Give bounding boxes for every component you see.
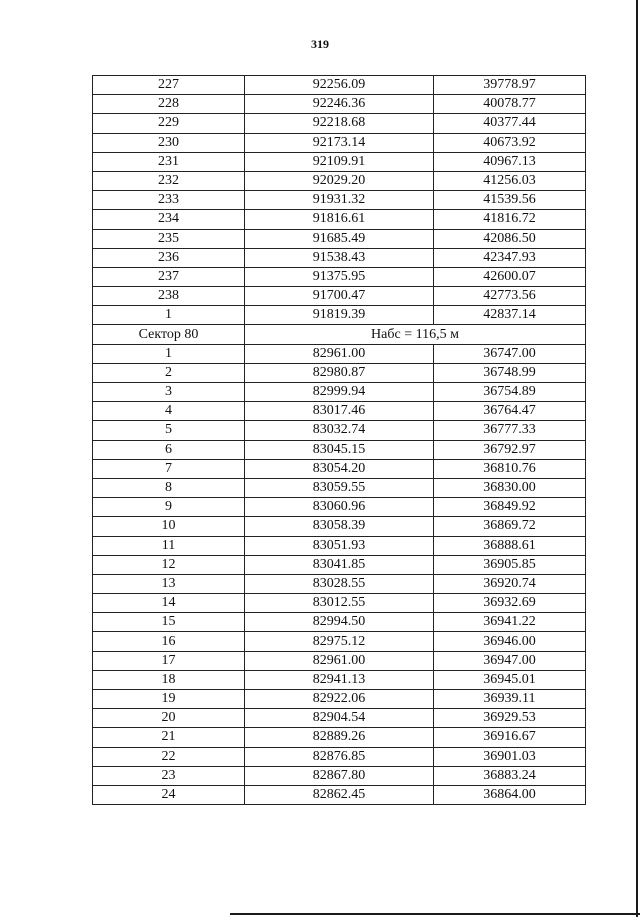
table-row	[93, 728, 586, 747]
point-number-cell: 17	[93, 651, 245, 670]
x-coordinate-cell: 82980.87	[245, 363, 434, 382]
y-coordinate-cell: 36869.72	[434, 517, 586, 536]
table-row	[93, 785, 586, 804]
table-row	[93, 287, 586, 306]
y-coordinate-cell: 36947.00	[434, 651, 586, 670]
y-coordinate-cell: 36901.03	[434, 747, 586, 766]
table-row	[93, 229, 586, 248]
y-coordinate-cell: 42347.93	[434, 248, 586, 267]
table-row	[93, 709, 586, 728]
point-number-cell: 21	[93, 728, 245, 747]
point-number-cell: 12	[93, 555, 245, 574]
point-number-cell: 1	[93, 344, 245, 363]
point-number-cell: 22	[93, 747, 245, 766]
sector-label: Сектор 80	[93, 325, 245, 344]
x-coordinate-cell: 82862.45	[245, 785, 434, 804]
table-row	[93, 306, 586, 325]
table-row	[93, 440, 586, 459]
sector-height: Набс = 116,5 м	[245, 325, 586, 344]
table-row	[93, 152, 586, 171]
y-coordinate-cell: 36888.61	[434, 536, 586, 555]
x-coordinate-cell: 83045.15	[245, 440, 434, 459]
table-row	[93, 594, 586, 613]
y-coordinate-cell: 40967.13	[434, 152, 586, 171]
point-number-cell: 10	[93, 517, 245, 536]
x-coordinate-cell: 92109.91	[245, 152, 434, 171]
y-coordinate-cell: 42773.56	[434, 287, 586, 306]
x-coordinate-cell: 82961.00	[245, 344, 434, 363]
table-row	[93, 536, 586, 555]
y-coordinate-cell: 36941.22	[434, 613, 586, 632]
y-coordinate-cell: 39778.97	[434, 76, 586, 95]
scan-edge-right	[636, 0, 638, 917]
scan-edge-bottom	[230, 913, 640, 915]
point-number-cell: 233	[93, 191, 245, 210]
table-row	[93, 344, 586, 363]
y-coordinate-cell: 36916.67	[434, 728, 586, 747]
table-row	[93, 670, 586, 689]
x-coordinate-cell: 83054.20	[245, 459, 434, 478]
point-number-cell: 7	[93, 459, 245, 478]
x-coordinate-cell: 92218.68	[245, 114, 434, 133]
point-number-cell: 237	[93, 267, 245, 286]
x-coordinate-cell: 82975.12	[245, 632, 434, 651]
point-number-cell: 232	[93, 171, 245, 190]
table-row	[93, 747, 586, 766]
y-coordinate-cell: 36920.74	[434, 574, 586, 593]
table-row	[93, 171, 586, 190]
y-coordinate-cell: 36905.85	[434, 555, 586, 574]
y-coordinate-cell: 40377.44	[434, 114, 586, 133]
y-coordinate-cell: 36945.01	[434, 670, 586, 689]
point-number-cell: 23	[93, 766, 245, 785]
y-coordinate-cell: 36883.24	[434, 766, 586, 785]
point-number-cell: 235	[93, 229, 245, 248]
table-row	[93, 690, 586, 709]
point-number-cell: 230	[93, 133, 245, 152]
x-coordinate-cell: 91819.39	[245, 306, 434, 325]
x-coordinate-cell: 82941.13	[245, 670, 434, 689]
y-coordinate-cell: 40078.77	[434, 95, 586, 114]
x-coordinate-cell: 82999.94	[245, 383, 434, 402]
table-row	[93, 478, 586, 497]
point-number-cell: 229	[93, 114, 245, 133]
table-row	[93, 114, 586, 133]
sector-header-row	[93, 325, 586, 344]
y-coordinate-cell: 42837.14	[434, 306, 586, 325]
point-number-cell: 4	[93, 402, 245, 421]
x-coordinate-cell: 83058.39	[245, 517, 434, 536]
table-row	[93, 632, 586, 651]
y-coordinate-cell: 41539.56	[434, 191, 586, 210]
table-row	[93, 766, 586, 785]
page-number: 319	[311, 37, 329, 51]
x-coordinate-cell: 83032.74	[245, 421, 434, 440]
point-number-cell: 24	[93, 785, 245, 804]
point-number-cell: 228	[93, 95, 245, 114]
table-row	[93, 248, 586, 267]
x-coordinate-cell: 91700.47	[245, 287, 434, 306]
point-number-cell: 1	[93, 306, 245, 325]
coordinates-table-body	[93, 76, 586, 805]
point-number-cell: 19	[93, 690, 245, 709]
x-coordinate-cell: 83059.55	[245, 478, 434, 497]
table-row	[93, 133, 586, 152]
x-coordinate-cell: 92029.20	[245, 171, 434, 190]
point-number-cell: 20	[93, 709, 245, 728]
x-coordinate-cell: 82994.50	[245, 613, 434, 632]
x-coordinate-cell: 83060.96	[245, 498, 434, 517]
point-number-cell: 13	[93, 574, 245, 593]
y-coordinate-cell: 41816.72	[434, 210, 586, 229]
x-coordinate-cell: 83041.85	[245, 555, 434, 574]
x-coordinate-cell: 91816.61	[245, 210, 434, 229]
y-coordinate-cell: 36810.76	[434, 459, 586, 478]
x-coordinate-cell: 83051.93	[245, 536, 434, 555]
point-number-cell: 231	[93, 152, 245, 171]
table-row	[93, 613, 586, 632]
coordinates-table	[92, 75, 586, 805]
table-row	[93, 95, 586, 114]
point-number-cell: 6	[93, 440, 245, 459]
y-coordinate-cell: 36764.47	[434, 402, 586, 421]
y-coordinate-cell: 36792.97	[434, 440, 586, 459]
table-row	[93, 363, 586, 382]
table-row	[93, 459, 586, 478]
point-number-cell: 18	[93, 670, 245, 689]
point-number-cell: 5	[93, 421, 245, 440]
table-row	[93, 574, 586, 593]
x-coordinate-cell: 91538.43	[245, 248, 434, 267]
table-row	[93, 517, 586, 536]
table-row	[93, 210, 586, 229]
x-coordinate-cell: 92246.36	[245, 95, 434, 114]
y-coordinate-cell: 42600.07	[434, 267, 586, 286]
y-coordinate-cell: 36747.00	[434, 344, 586, 363]
table-row	[93, 651, 586, 670]
table-row	[93, 267, 586, 286]
x-coordinate-cell: 82876.85	[245, 747, 434, 766]
x-coordinate-cell: 82867.80	[245, 766, 434, 785]
x-coordinate-cell: 82904.54	[245, 709, 434, 728]
y-coordinate-cell: 42086.50	[434, 229, 586, 248]
y-coordinate-cell: 36849.92	[434, 498, 586, 517]
table-row	[93, 191, 586, 210]
x-coordinate-cell: 82922.06	[245, 690, 434, 709]
point-number-cell: 9	[93, 498, 245, 517]
point-number-cell: 15	[93, 613, 245, 632]
point-number-cell: 227	[93, 76, 245, 95]
x-coordinate-cell: 92256.09	[245, 76, 434, 95]
point-number-cell: 238	[93, 287, 245, 306]
point-number-cell: 3	[93, 383, 245, 402]
x-coordinate-cell: 83028.55	[245, 574, 434, 593]
x-coordinate-cell: 82961.00	[245, 651, 434, 670]
table-row	[93, 498, 586, 517]
table-row	[93, 555, 586, 574]
y-coordinate-cell: 36929.53	[434, 709, 586, 728]
point-number-cell: 236	[93, 248, 245, 267]
y-coordinate-cell: 36932.69	[434, 594, 586, 613]
x-coordinate-cell: 91931.32	[245, 191, 434, 210]
point-number-cell: 234	[93, 210, 245, 229]
point-number-cell: 11	[93, 536, 245, 555]
x-coordinate-cell: 82889.26	[245, 728, 434, 747]
y-coordinate-cell: 36864.00	[434, 785, 586, 804]
x-coordinate-cell: 92173.14	[245, 133, 434, 152]
x-coordinate-cell: 83017.46	[245, 402, 434, 421]
x-coordinate-cell: 83012.55	[245, 594, 434, 613]
y-coordinate-cell: 36777.33	[434, 421, 586, 440]
table-row	[93, 76, 586, 95]
y-coordinate-cell: 36946.00	[434, 632, 586, 651]
y-coordinate-cell: 36939.11	[434, 690, 586, 709]
table-row	[93, 402, 586, 421]
y-coordinate-cell: 36830.00	[434, 478, 586, 497]
point-number-cell: 2	[93, 363, 245, 382]
point-number-cell: 8	[93, 478, 245, 497]
table-row	[93, 383, 586, 402]
y-coordinate-cell: 40673.92	[434, 133, 586, 152]
y-coordinate-cell: 36754.89	[434, 383, 586, 402]
point-number-cell: 16	[93, 632, 245, 651]
point-number-cell: 14	[93, 594, 245, 613]
x-coordinate-cell: 91685.49	[245, 229, 434, 248]
x-coordinate-cell: 91375.95	[245, 267, 434, 286]
table-row	[93, 421, 586, 440]
y-coordinate-cell: 36748.99	[434, 363, 586, 382]
y-coordinate-cell: 41256.03	[434, 171, 586, 190]
